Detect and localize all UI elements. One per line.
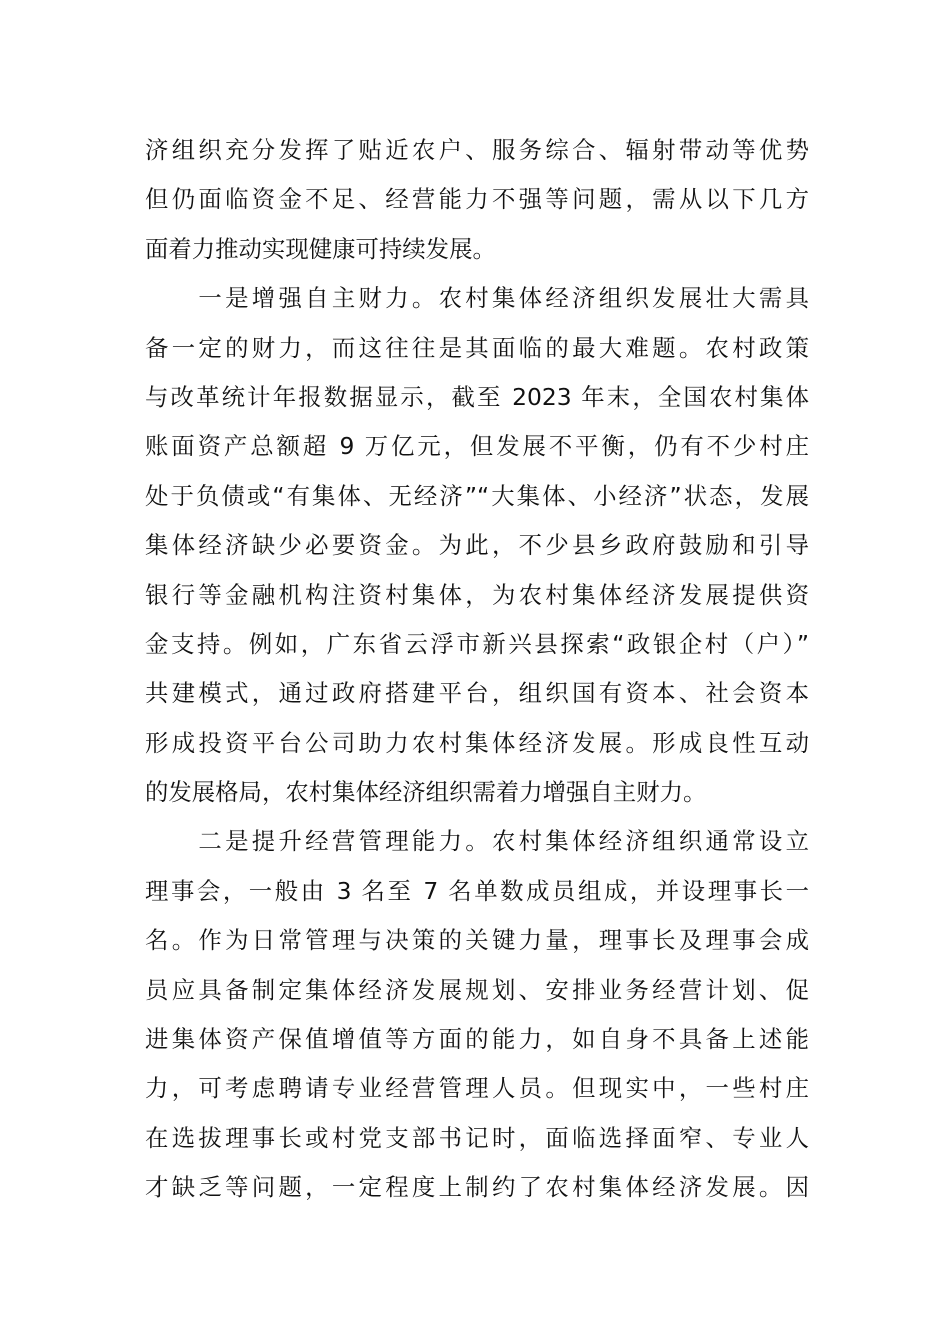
text-line: 的发展格局，农村集体经济组织需着力增强自主财力。 bbox=[145, 778, 707, 807]
text-line: 金支持。例如，广东省云浮市新兴县探索“政银企村（户）” bbox=[145, 629, 809, 658]
text-line: 进集体资产保值增值等方面的能力，如自身不具备上述能 bbox=[145, 1025, 809, 1054]
text-line: 二是提升经营管理能力。农村集体经济组织通常设立 bbox=[145, 827, 809, 856]
text-line: 员应具备制定集体经济发展规划、安排业务经营计划、促 bbox=[145, 975, 809, 1004]
text-line: 一是增强自主财力。农村集体经济组织发展壮大需具 bbox=[145, 284, 809, 313]
text-line: 在选拔理事长或村党支部书记时，面临选择面窄、专业人 bbox=[145, 1123, 809, 1152]
text-line: 集体经济缺少必要资金。为此，不少县乡政府鼓励和引导 bbox=[145, 531, 809, 560]
text-line: 面着力推动实现健康可持续发展。 bbox=[145, 234, 496, 263]
text-line: 形成投资平台公司助力农村集体经济发展。形成良性互动 bbox=[145, 728, 809, 757]
text-line: 银行等金融机构注资村集体，为农村集体经济发展提供资 bbox=[145, 580, 809, 609]
text-line: 力，可考虑聘请专业经营管理人员。但现实中，一些村庄 bbox=[145, 1074, 809, 1103]
text-line: 名。作为日常管理与决策的关键力量，理事长及理事会成 bbox=[145, 926, 809, 955]
text-line: 处于负债或“有集体、无经济”“大集体、小经济”状态，发展 bbox=[145, 481, 809, 510]
text-line: 共建模式，通过政府搭建平台，组织国有资本、社会资本 bbox=[145, 679, 809, 708]
text-line: 账面资产总额超 9 万亿元，但发展不平衡，仍有不少村庄 bbox=[145, 432, 809, 461]
text-line: 备一定的财力，而这往往是其面临的最大难题。农村政策 bbox=[145, 333, 809, 362]
text-line: 与改革统计年报数据显示，截至 2023 年末，全国农村集体 bbox=[145, 382, 809, 411]
text-line: 但仍面临资金不足、经营能力不强等问题，需从以下几方 bbox=[145, 185, 809, 214]
text-line: 才缺乏等问题，一定程度上制约了农村集体经济发展。因 bbox=[145, 1173, 809, 1202]
text-line: 济组织充分发挥了贴近农户、服务综合、辐射带动等优势 bbox=[145, 136, 809, 164]
body-text bbox=[145, 126, 809, 1213]
text-line: 理事会，一般由 3 名至 7 名单数成员组成，并设理事长一 bbox=[145, 876, 809, 905]
